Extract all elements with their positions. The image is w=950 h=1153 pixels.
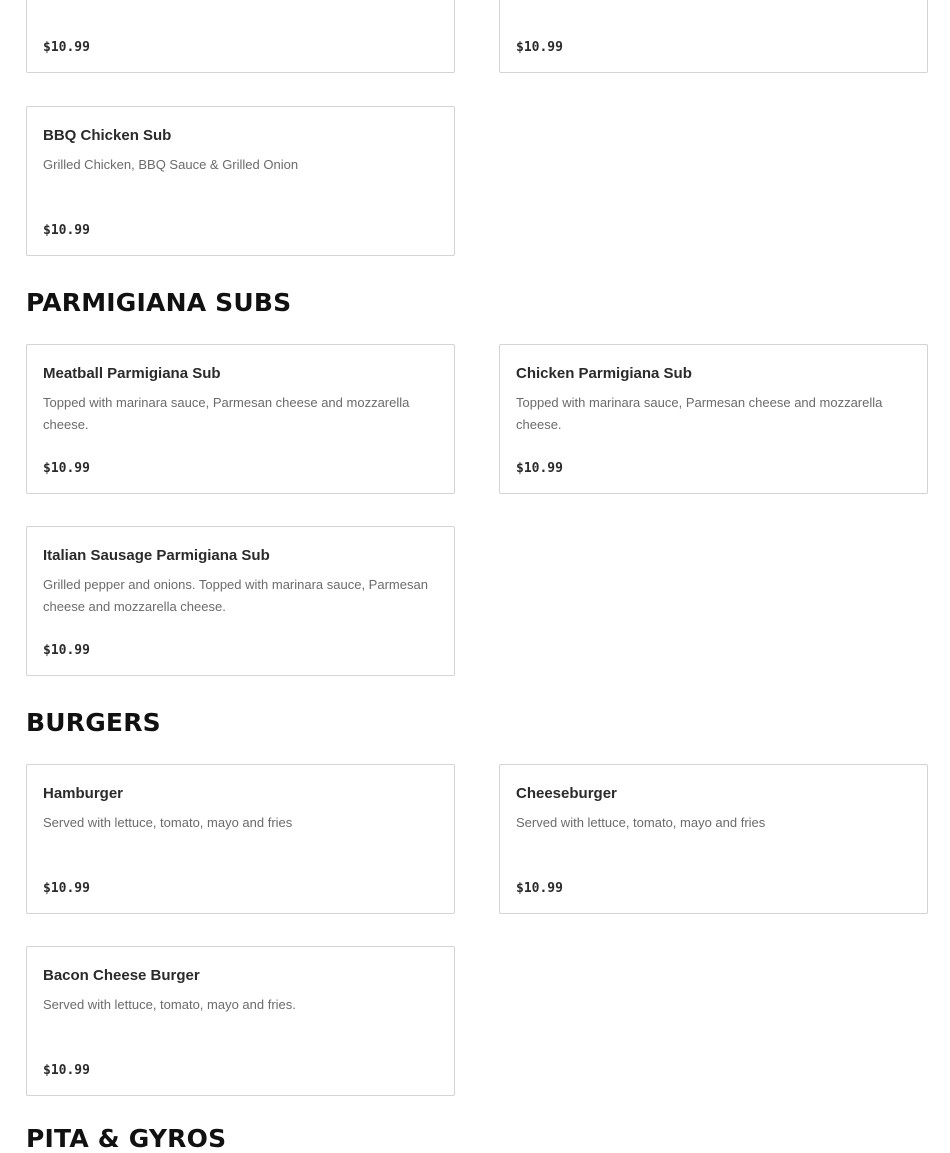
menu-item-card[interactable] <box>26 764 455 914</box>
menu-item-price: $10.99 <box>43 40 90 55</box>
menu-item-price: $10.99 <box>43 461 90 476</box>
menu-item-name: Meatball Parmigiana Sub <box>43 365 221 382</box>
menu-item-name: Cheeseburger <box>516 785 617 802</box>
menu-item-description: Grilled pepper and onions. Topped with marinara sauce, Parmesan cheese and mozzarella cheese. <box>43 577 428 614</box>
menu-item-price: $10.99 <box>43 881 90 896</box>
menu-item-price: $10.99 <box>43 643 90 658</box>
menu-item-description: Grilled Chicken, BBQ Sauce & Grilled Onion <box>43 157 299 172</box>
menu-item-description: Served with lettuce, tomato, mayo and fries. <box>43 997 296 1012</box>
section-title-parmigiana-subs: PARMIGIANA SUBS <box>26 288 292 317</box>
menu-item-name: Bacon Cheese Burger <box>43 967 200 984</box>
menu-item-card[interactable] <box>26 0 455 73</box>
menu-item-name: Chicken Parmigiana Sub <box>516 365 692 382</box>
menu-item-card[interactable] <box>26 344 455 494</box>
menu-item-description: Topped with marinara sauce, Parmesan cheese and mozzarella cheese. <box>516 395 883 432</box>
menu-item-price: $10.99 <box>43 223 90 238</box>
menu-item-card[interactable] <box>499 344 928 494</box>
section-title-pita-gyros: PITA & GYROS <box>26 1124 227 1153</box>
menu-item-description: Served with lettuce, tomato, mayo and fries <box>516 815 766 830</box>
menu-item-price: $10.99 <box>516 881 563 896</box>
menu-item-card[interactable] <box>26 526 455 676</box>
menu-item-description: Topped with marinara sauce, Parmesan cheese and mozzarella cheese. <box>43 395 410 432</box>
menu-item-card[interactable] <box>26 946 455 1096</box>
menu-item-price: $10.99 <box>516 461 563 476</box>
menu-item-card[interactable] <box>26 106 455 256</box>
menu-item-name: Italian Sausage Parmigiana Sub <box>43 547 270 564</box>
menu-item-card[interactable] <box>499 0 928 73</box>
menu-item-name: Hamburger <box>43 785 124 802</box>
menu-item-price: $10.99 <box>43 1063 90 1078</box>
section-title-burgers: BURGERS <box>26 708 161 737</box>
menu-item-price: $10.99 <box>516 40 563 55</box>
menu-item-name: BBQ Chicken Sub <box>43 127 172 144</box>
menu-item-card[interactable] <box>499 764 928 914</box>
menu-item-description: Served with lettuce, tomato, mayo and fries <box>43 815 293 830</box>
